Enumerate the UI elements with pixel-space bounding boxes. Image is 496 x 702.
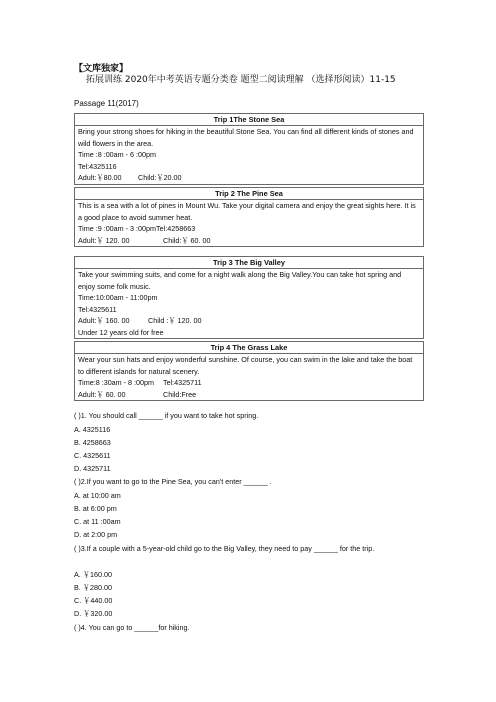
trip-title: Trip 4 The Grass Lake [75,342,423,354]
option: B. 4258663 [74,438,111,447]
child-price: Child:￥20.00 [138,173,182,182]
trip-2-box [74,187,424,247]
trip-description: Wear your sun hats and enjoy wonderful sunshine. Of course, you can swim in the lake and take the boat to different islands for natural scenery. [78,355,413,376]
trip-1-box [74,113,424,185]
option: D. ￥320.00 [74,609,113,618]
option: A. at 10:00 am [74,491,121,500]
question-3: ( )3.If a couple with a 5-year-old child go to the Big Valley, they need to pay ______ for the trip. [74,544,375,553]
option: C. at 11 :00am [74,517,121,526]
option: A. 4325116 [74,425,111,434]
child-price: Child :￥ 120. 00 [148,316,202,325]
trip-time: Time:10:00am - 11:00pm [78,293,158,302]
adult-price: Adult:￥ 160. 00 [78,316,130,325]
trip-4-box [74,341,424,401]
trip-price [75,235,423,247]
adult-price: Adult:￥80.00 [78,173,122,182]
child-price: Child:￥ 60. 00 [163,235,211,245]
option: D. at 2:00 pm [74,530,118,539]
exclusive-tag: 【文库独家】 [74,64,129,74]
option: A. ￥160.00 [74,570,112,579]
trip-tel: Tel:4325611 [78,304,117,314]
trip-3-box [74,256,424,339]
question-4: ( )4. You can go to ______for hiking. [74,623,190,632]
trip-title: Trip 1The Stone Sea [75,114,423,126]
passage-label: Passage 11(2017) [74,99,139,108]
trip-tel: Tel:4325116 [78,161,117,171]
trip-time: Time :8 :00am - 6 :00pm [78,150,157,159]
trip-tel: Tel:4325711 [163,378,202,387]
trip-time-tel [75,377,423,389]
option: D. 4325711 [74,464,111,473]
child-price: Child:Free [163,389,197,399]
trip-description: This is a sea with a lot of pines in Mount Wu. Take your digital camera and enjoy the great sights here. It is a good place to avoid summer heat. [78,201,416,222]
trip-price [75,172,423,184]
trip-time: Time:8 :30am - 8 :00pm [78,378,155,387]
trip-price [75,315,423,327]
trip-title: Trip 3 The Big Valley [75,257,423,269]
document-subtitle: 拓展训练 2020年中考英语专题分类卷 题型二阅读理解 （选择形阅读）11-15 [86,75,396,85]
adult-price: Adult:￥ 120. 00 [78,235,130,245]
trip-title: Trip 2 The Pine Sea [75,188,423,200]
trip-note: Under 12 years old for free [78,327,164,337]
option: B. ￥280.00 [74,583,112,592]
trip-description: Take your swimming suits, and come for a night walk along the Big Valley.You can take hot spring and enjoy some folk music. [78,270,402,291]
trip-time: Time :9 :00am - 3 :00pmTel:4258663 [78,224,196,233]
adult-price: Adult:￥ 60. 00 [78,389,126,399]
option: C. 4325611 [74,451,111,460]
question-2: ( )2.If you want to go to the Pine Sea, you can't enter ______ . [74,477,272,486]
option: B. at 6:00 pm [74,504,117,513]
trip-price [75,389,423,401]
trip-description: Bring your strong shoes for hiking in the beautiful Stone Sea. You can find all different kinds of stones and wild flowers in the area. [78,127,414,148]
option: C. ￥440.00 [74,596,113,605]
question-1: ( )1. You should call ______ if you want to take hot spring. [74,411,259,420]
